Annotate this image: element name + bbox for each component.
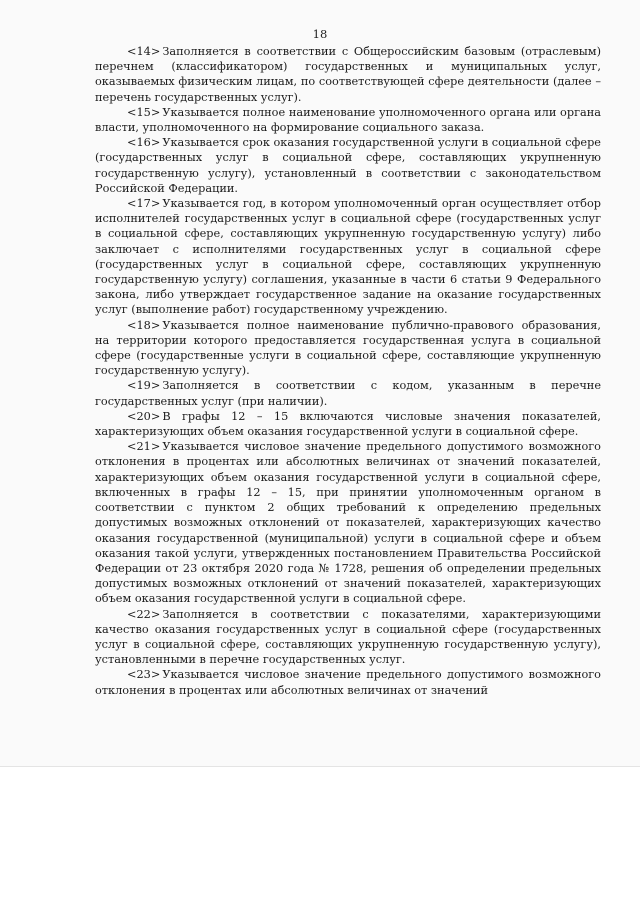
footnotes-body <box>95 44 601 698</box>
footnote-text: Заполняется в соответствии с кодом, указанным в перечне государственных услуг (при наличии). <box>95 379 601 408</box>
footnote-marker: <15> <box>127 105 161 119</box>
footnote-marker: <23> <box>127 668 161 682</box>
footnote-marker: <20> <box>127 409 161 423</box>
footnote-22 <box>95 607 601 668</box>
footnote-text: Заполняется в соответствии с Общероссийским базовым (отраслевым) перечнем (классификатором) государственных и муниципальных услуг, оказываемых физическим лицам, по соответствующей сфере деятельности (далее – перечень государственных услуг). <box>95 45 601 104</box>
footnote-16 <box>95 135 601 196</box>
footnote-19 <box>95 378 601 408</box>
footnote-17 <box>95 196 601 318</box>
footnote-marker: <18> <box>127 318 161 332</box>
footnote-marker: <21> <box>127 440 161 454</box>
page-number: 18 <box>312 27 328 41</box>
footnote-23 <box>95 667 601 697</box>
footnote-text: Указывается числовое значение предельного допустимого возможного отклонения в процентах или абсолютных величинах от значений <box>95 668 601 697</box>
footnote-marker: <22> <box>127 607 161 621</box>
footnote-text: Указывается полное наименование публично-правового образования, на территории которого предоставляется государственная услуга в социальной сфере (государственные услуги в социальной сфере, составляющие укрупненную государственную услугу). <box>95 318 601 378</box>
footnote-14 <box>95 44 601 105</box>
footnote-text: Указывается числовое значение предельного допустимого возможного отклонения в процентах или абсолютных величинах от значений показателей, характеризующих объем оказания государственной услуги в социальной сфере, включенных в графы 12 – 15, при принятии уполномоченным органом в соответствии с пунктом 2 общих требований к определению предельных допустимых возможных отклонений от показателей, характеризующих качество оказания государственной (муниципальной) услуги в социальной сфере и объем оказания такой услуги, утвержденных постановлением Правительства Российской Федерации от 23 октября 2020 года № 1728, решения об определении предельных допустимых возможных отклонений от значений показателей, характеризующих объем оказания государственной услуги в социальной сфере. <box>95 440 601 606</box>
footnote-marker: <17> <box>127 197 161 211</box>
footnote-18 <box>95 318 601 379</box>
footnote-text: Заполняется в соответствии с показателями, характеризующими качество оказания государственных услуг в социальной сфере (государственных услуг в социальной сфере, составляющих укрупненную государственную услугу), установленными в перечне государственных услуг. <box>95 607 601 667</box>
footnote-marker: <14> <box>127 45 161 58</box>
footnote-20 <box>95 409 601 439</box>
footnote-21 <box>95 439 601 606</box>
footnote-text: Указывается срок оказания государственной услуги в социальной сфере (государственных услуг в социальной сфере, составляющих укрупненную государственную услугу), установленный в соответствии с законодательством Российской Федерации. <box>95 136 601 195</box>
footnote-text: В графы 12 – 15 включаются числовые значения показателей, характеризующих объем оказания государственной услуги в социальной сфере. <box>95 409 601 439</box>
footnote-text: Указывается полное наименование уполномоченного органа или органа власти, уполномоченного на формирование социального заказа. <box>95 105 601 135</box>
footnote-marker: <19> <box>127 379 161 393</box>
footnote-text: Указывается год, в котором уполномоченный орган осуществляет отбор исполнителей государственных услуг в социальной сфере (государственных услуг в социальной сфере, составляющих укрупненную государственную услугу) либо заключает с исполнителями государственных услуг в социальной сфере (государственных услуг в социальной сфере, составляющих укрупненную государственную услугу) соглашения, указанные в части 6 статьи 9 Федерального закона, либо утверждает государственное задание на оказание государственных услуг (выполнение работ) государственному учреждению. <box>95 197 601 317</box>
footnote-15 <box>95 105 601 135</box>
footnote-marker: <16> <box>127 136 161 150</box>
